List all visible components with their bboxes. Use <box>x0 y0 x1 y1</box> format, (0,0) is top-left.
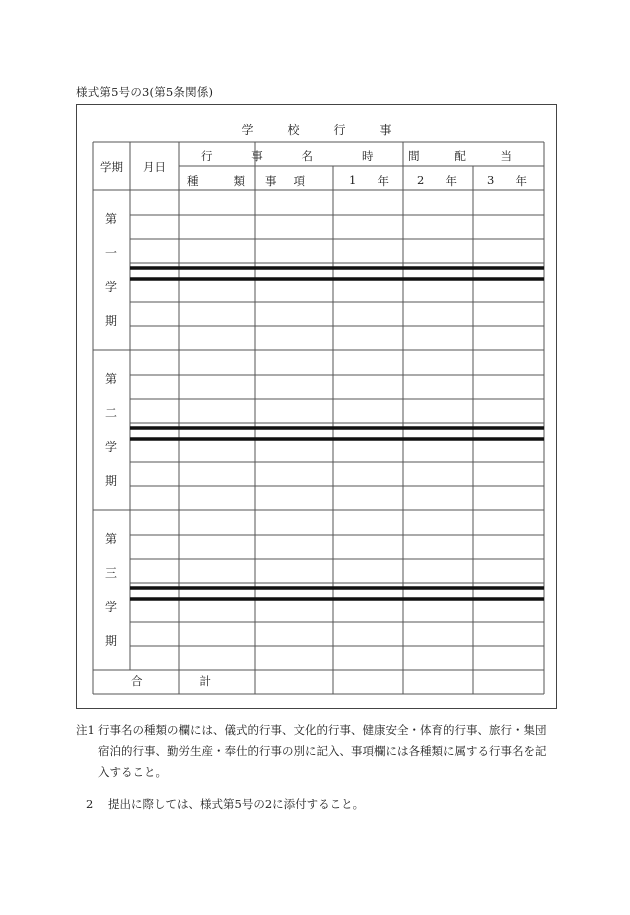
term-1-char: 第 <box>104 212 117 226</box>
term-1-char: 学 <box>104 280 117 294</box>
term-3-char: 三 <box>104 566 117 580</box>
form-label: 様式第5号の3(第5条関係) <box>76 85 214 99</box>
total-label <box>131 673 211 689</box>
header-year-3 <box>487 173 527 189</box>
total-char: 合 <box>131 674 143 688</box>
term-1-char: 期 <box>104 314 117 328</box>
type-char: 類 <box>233 174 245 188</box>
year-char: 3 <box>487 173 495 187</box>
school-events-form <box>76 104 557 709</box>
term-2-char: 二 <box>104 406 117 420</box>
note-1-number: 注1 <box>76 723 95 737</box>
year-char: 年 <box>377 174 389 188</box>
header-year-1 <box>349 173 389 189</box>
note-2 <box>76 794 556 815</box>
note-1 <box>76 720 556 783</box>
hours-group-char: 当 <box>500 149 512 163</box>
table-heading: 学校行事 <box>241 123 426 137</box>
event-group-char: 行 <box>201 149 213 163</box>
year-char: 年 <box>445 174 457 188</box>
hours-group-char: 時 <box>362 149 374 163</box>
header-item <box>265 173 305 189</box>
year-char: 年 <box>515 174 527 188</box>
total-char: 計 <box>199 674 211 688</box>
header-event-group <box>201 148 313 164</box>
notes <box>76 720 556 815</box>
term-3-char: 期 <box>104 634 117 648</box>
term-2-char: 期 <box>104 474 117 488</box>
item-char: 事 <box>265 174 277 188</box>
header-year-2 <box>417 173 457 189</box>
type-char: 種 <box>187 174 199 188</box>
note-2-number: 2 <box>86 797 94 811</box>
note-2-text: 提出に際しては、様式第5号の2に添付すること。 <box>108 797 365 811</box>
header-term: 学期 <box>100 160 123 174</box>
event-group-char: 名 <box>301 149 313 163</box>
term-2-char: 学 <box>104 440 117 454</box>
hours-group-char: 間 <box>408 149 420 163</box>
term-3-char: 学 <box>104 600 117 614</box>
item-char: 項 <box>293 174 305 188</box>
year-char: 1 <box>349 173 357 187</box>
note-1-text: 行事名の種類の欄には、儀式的行事、文化的行事、健康安全・体育的行事、旅行・集団宿泊的行事、勤労生産・奉仕的行事の別に記入、事項欄には各種類に属する行事名を記入すること。 <box>98 723 547 779</box>
term-2-char: 第 <box>104 372 117 386</box>
year-char: 2 <box>417 173 425 187</box>
header-type <box>187 173 245 189</box>
header-date: 月日 <box>143 160 166 174</box>
header-hours-group <box>362 148 512 164</box>
term-3-char: 第 <box>104 532 117 546</box>
hours-group-char: 配 <box>454 149 466 163</box>
term-1-char: 一 <box>104 246 117 260</box>
table-grid <box>77 105 558 710</box>
event-group-char: 事 <box>251 149 263 163</box>
